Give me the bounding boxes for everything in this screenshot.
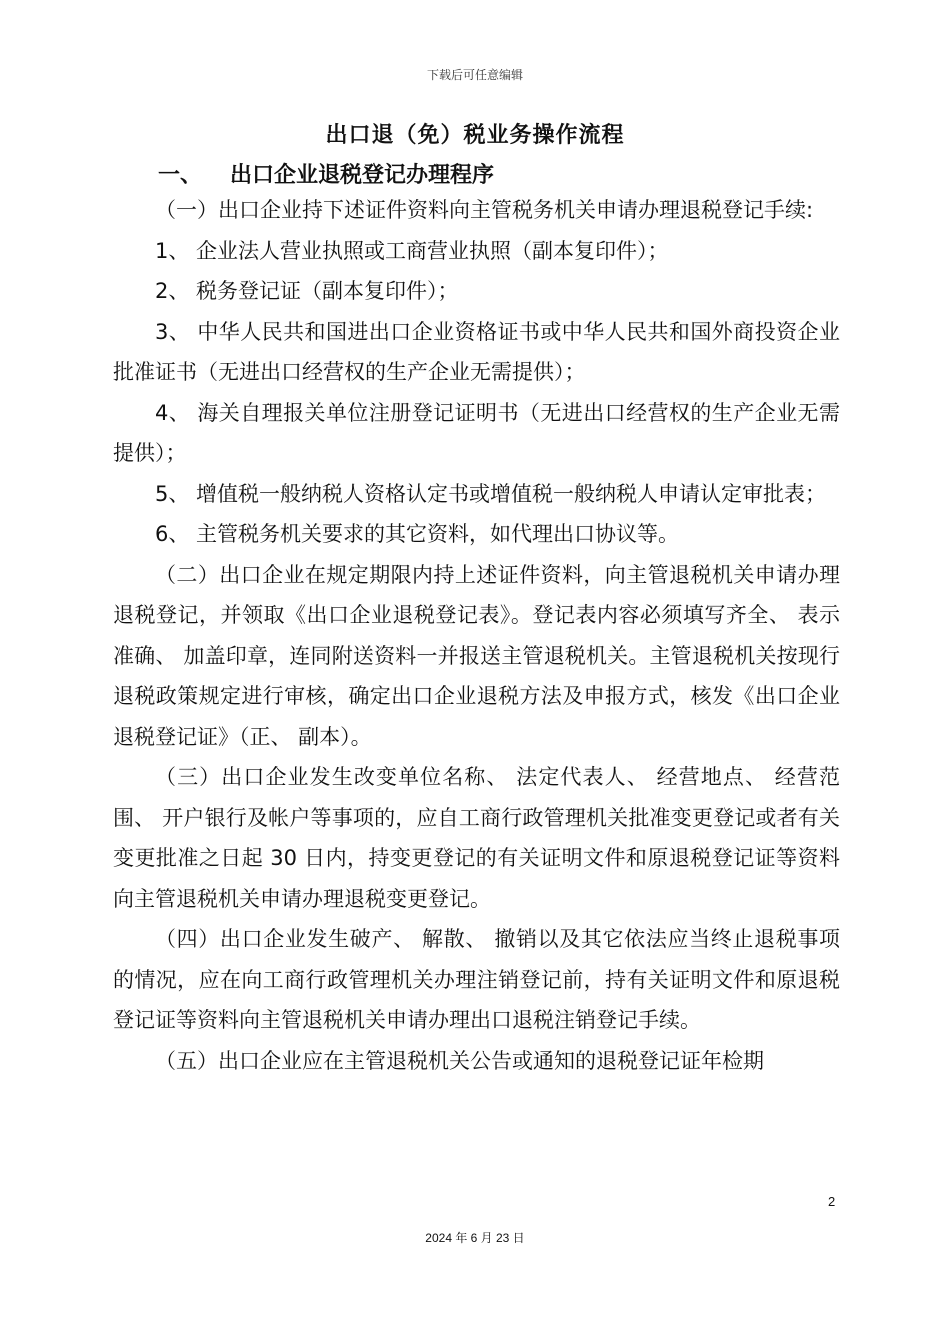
- document-body: [113, 190, 840, 1081]
- paragraph: （三）出口企业发生改变单位名称、 法定代表人、 经营地点、 经营范围、 开户银行及帐户等事项的，应自工商行政管理机关批准变更登记或者有关变更批准之日起 30 日内，持变更登记的有关证明文件和原退税登记证等资料向主管退税机关申请办理退税变更登记。: [113, 765, 840, 911]
- paragraph: 1、 企业法人营业执照或工商营业执照（副本复印件）；: [155, 238, 669, 263]
- paragraph: 6、 主管税务机关要求的其它资料，如代理出口协议等。: [155, 522, 680, 546]
- paragraph: （四）出口企业发生破产、 解散、 撤销以及其它依法应当终止退税事项的情况，应在向工商行政管理机关办理注销登记前，持有关证明文件和原退税登记证等资料向主管退税机关申请办理出口退税注销登记手续。: [113, 927, 840, 1032]
- paragraph: （二）出口企业在规定期限内持上述证件资料，向主管退税机关申请办理退税登记，并领取《出口企业退税登记表》。登记表内容必须填写齐全、 表示准确、 加盖印章，连同附送资料一并报送主管退税机关。主管退税机关按现行退税政策规定进行审核，确定出口企业退税方法及申报方式，核发《出口企业退税登记证》（正、 副本）。: [113, 562, 840, 749]
- paragraph: 4、 海关自理报关单位注册登记证明书（无进出口经营权的生产企业无需提供）；: [113, 400, 840, 465]
- paragraph: （一）出口企业持下述证件资料向主管税务机关申请办理退税登记手续:: [155, 198, 814, 222]
- page-number: 2: [828, 1194, 836, 1209]
- paragraph: 3、 中华人民共和国进出口企业资格证书或中华人民共和国外商投资企业批准证书（无进出口经营权的生产企业无需提供）；: [113, 319, 840, 384]
- document-title: 出口退（免）税业务操作流程: [325, 123, 625, 148]
- paragraph: 5、 增值税一般纳税人资格认定书或增值税一般纳税人申请认定审批表；: [155, 481, 827, 506]
- header-note: 下载后可任意编辑: [426, 68, 523, 82]
- paragraph: 2、 税务登记证（副本复印件）；: [155, 279, 459, 303]
- paragraph: （五）出口企业应在主管退税机关公告或通知的退税登记证年检期: [155, 1048, 764, 1073]
- section-title: 出口企业退税登记办理程序: [230, 163, 495, 188]
- section-heading: [158, 158, 494, 189]
- section-number: 一、: [158, 163, 203, 188]
- footer-date: 2024 年 6 月 23 日: [425, 1231, 525, 1245]
